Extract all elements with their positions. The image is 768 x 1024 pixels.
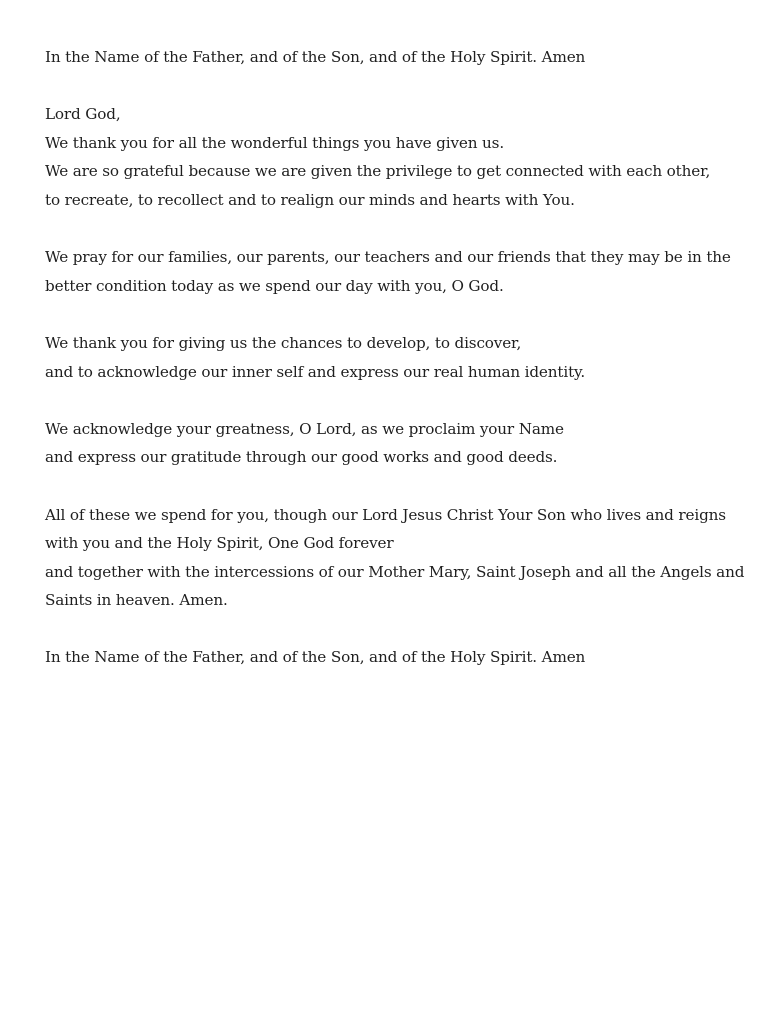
gratitude-paragraph (45, 329, 728, 386)
intercession-paragraph (45, 243, 731, 300)
text-line: better condition today as we spend our day with you, O God. (45, 276, 504, 295)
thanksgiving-paragraph (45, 100, 728, 214)
text-line: We thank you for giving us the chances to develop, to discover, (45, 333, 522, 352)
text-line: with you and the Holy Spirit, One God forever (45, 534, 394, 553)
text-line: and to acknowledge our inner self and express our real human identity. (45, 362, 586, 381)
text-line: All of these we spend for you, though our Lord Jesus Christ Your Son who lives and reigns (45, 505, 726, 524)
text-line: Saints in heaven. Amen. (45, 591, 228, 610)
text-line: In the Name of the Father, and of the Son, and of the Holy Spirit. Amen (45, 48, 586, 66)
text-line: and together with the intercessions of our Mother Mary, Saint Joseph and all the Angels and (45, 562, 745, 581)
text-line: We are so grateful because we are given the privilege to get connected with each other, (45, 162, 711, 181)
text-line: Lord God, (45, 105, 121, 124)
acknowledgement-paragraph (45, 415, 728, 472)
opening-invocation (45, 43, 728, 72)
text-line: We thank you for all the wonderful things you have given us. (45, 133, 504, 152)
text-line: to recreate, to recollect and to realign our minds and hearts with You. (45, 190, 575, 209)
conclusion-paragraph (45, 501, 745, 615)
text-line: We pray for our families, our parents, our teachers and our friends that they may be in the (45, 248, 731, 267)
text-line: We acknowledge your greatness, O Lord, as we proclaim your Name (45, 419, 564, 438)
text-line: In the Name of the Father, and of the Son, and of the Holy Spirit. Amen (45, 648, 586, 667)
text-line: and express our gratitude through our good works and good deeds. (45, 448, 558, 467)
closing-invocation (45, 643, 728, 672)
